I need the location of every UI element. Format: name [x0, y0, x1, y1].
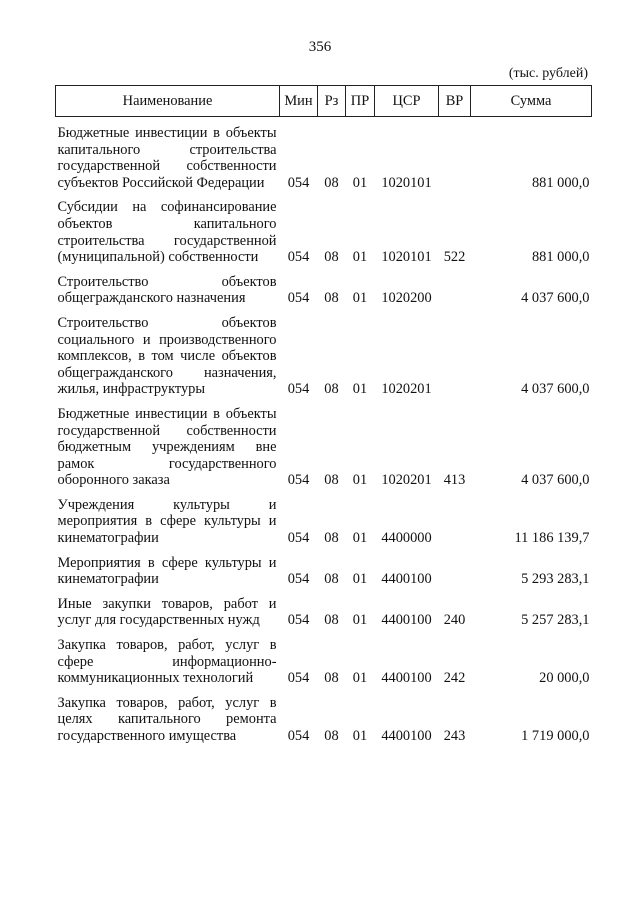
row-rz: 08	[324, 249, 339, 266]
row-vr	[439, 117, 471, 200]
row-rz: 08	[324, 530, 339, 547]
row-vr: 522	[443, 249, 466, 266]
row-rz: 08	[324, 174, 339, 191]
table-row	[56, 555, 592, 596]
row-pr: 01	[352, 530, 368, 547]
row-vr: 243	[443, 728, 466, 744]
row-csr: 4400000	[381, 530, 432, 547]
row-sum: 881 000,0	[531, 249, 590, 266]
row-csr: 1020201	[381, 381, 432, 398]
header-pr: ПР	[346, 86, 375, 117]
row-vr	[439, 315, 471, 406]
row-rz: 08	[324, 472, 339, 489]
row-rz: 08	[324, 571, 339, 588]
row-sum: 5 293 283,1	[521, 571, 590, 588]
row-min: 054	[287, 728, 310, 744]
page-number: 356	[308, 39, 332, 55]
row-vr	[439, 497, 471, 555]
table-row	[56, 274, 592, 315]
table-row	[56, 637, 592, 695]
row-rz: 08	[324, 612, 339, 629]
row-csr: 1020101	[381, 174, 432, 191]
row-name: Бюджетные инвестиции в объекты капитального строительства государственной собственности субъектов Российской Федерации	[57, 125, 277, 191]
budget-table	[55, 85, 592, 753]
row-csr: 1020101	[381, 249, 432, 266]
row-rz: 08	[324, 290, 339, 307]
table-row	[56, 695, 592, 753]
row-csr: 1020200	[381, 290, 432, 307]
row-pr: 01	[352, 670, 368, 687]
row-min: 054	[287, 472, 310, 489]
row-vr	[439, 274, 471, 315]
row-pr: 01	[352, 290, 368, 307]
row-pr: 01	[352, 612, 368, 629]
row-min: 054	[287, 571, 310, 588]
row-name: Субсидии на софинансирование объектов капитального строительства государственной (муниципальной) собственности	[57, 199, 277, 266]
row-rz: 08	[324, 670, 339, 687]
row-name: Закупка товаров, работ, услуг в сфере информационно-коммуникационных технологий	[57, 637, 277, 687]
row-vr: 413	[443, 472, 466, 489]
row-sum: 1 719 000,0	[521, 728, 590, 744]
table-row	[56, 199, 592, 273]
row-csr: 4400100	[381, 670, 432, 687]
table-row	[56, 315, 592, 406]
row-vr: 242	[443, 670, 466, 687]
row-vr	[439, 555, 471, 596]
row-min: 054	[287, 174, 310, 191]
row-pr: 01	[352, 249, 368, 266]
header-name: Наименование	[56, 86, 280, 117]
row-csr: 4400100	[381, 571, 432, 588]
row-min: 054	[287, 290, 310, 307]
units-label: (тыс. рублей)	[508, 66, 588, 81]
row-min: 054	[287, 530, 310, 547]
row-sum: 20 000,0	[539, 670, 590, 687]
row-min: 054	[287, 670, 310, 687]
row-name: Учреждения культуры и мероприятия в сфере культуры и кинематографии	[57, 496, 277, 547]
row-name: Строительство объектов общегражданского назначения	[57, 273, 277, 307]
row-csr: 4400100	[381, 728, 432, 744]
table-row	[56, 497, 592, 555]
row-sum: 5 257 283,1	[521, 612, 590, 629]
table-row	[56, 117, 592, 200]
header-csr: ЦСР	[375, 86, 439, 117]
row-name: Иные закупки товаров, работ и услуг для государственных нужд	[57, 595, 277, 629]
row-sum: 4 037 600,0	[521, 381, 590, 398]
row-pr: 01	[352, 174, 368, 191]
table-row	[56, 596, 592, 637]
row-sum: 4 037 600,0	[521, 472, 590, 489]
row-name: Строительство объектов социального и производственного комплексов, в том числе объектов общегражданского назначения, жилья, инфраструктуры	[57, 314, 277, 398]
row-vr: 240	[443, 612, 466, 629]
header-vr: ВР	[439, 86, 471, 117]
header-rz: Рз	[318, 86, 346, 117]
row-csr: 4400100	[381, 612, 432, 629]
header-min: Мин	[280, 86, 318, 117]
row-min: 054	[287, 249, 310, 266]
row-rz: 08	[324, 381, 339, 398]
row-pr: 01	[352, 472, 368, 489]
row-sum: 4 037 600,0	[521, 290, 590, 307]
row-pr: 01	[352, 571, 368, 588]
row-pr: 01	[352, 381, 368, 398]
row-name: Закупка товаров, работ, услуг в целях капитального ремонта государственного имущества	[57, 694, 277, 744]
row-name: Мероприятия в сфере культуры и кинематографии	[57, 554, 277, 588]
row-min: 054	[287, 381, 310, 398]
row-csr: 1020201	[381, 472, 432, 489]
table-header-row	[56, 86, 592, 117]
row-min: 054	[287, 612, 310, 629]
row-sum: 11 186 139,7	[514, 530, 590, 547]
table-row	[56, 406, 592, 497]
row-name: Бюджетные инвестиции в объекты государственной собственности бюджетным учреждениям вне рамок государственного оборонного заказа	[57, 405, 277, 489]
row-sum: 881 000,0	[531, 174, 590, 191]
row-rz: 08	[324, 728, 339, 744]
row-pr: 01	[352, 728, 368, 744]
header-sum: Сумма	[471, 86, 592, 117]
